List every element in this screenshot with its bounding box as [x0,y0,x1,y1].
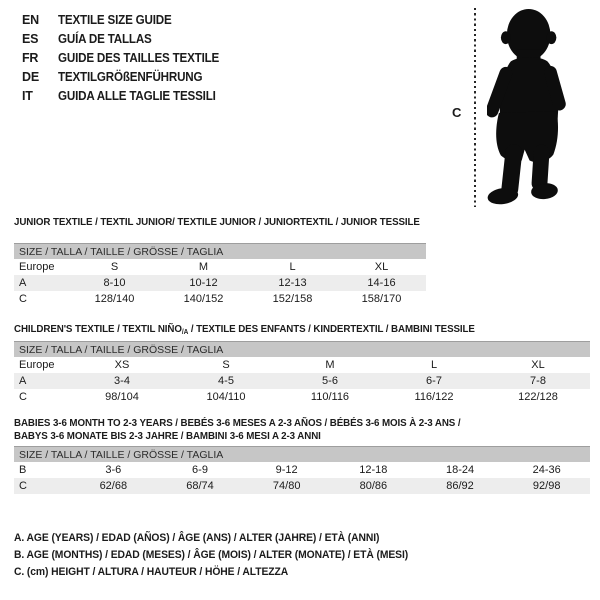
size-cell: 3-4 [114,375,130,387]
guide-title: TEXTILGRÖßENFÜHRUNG [58,70,203,84]
children-size-table [14,341,590,405]
size-cell: 104/110 [206,391,246,403]
size-cell: XL [531,359,545,371]
size-cell: 116/122 [414,391,454,403]
size-cell: 80/86 [359,480,388,492]
children-table-title [14,323,475,336]
children-title-subscript: /A [181,329,189,336]
size-cell: 12-18 [359,464,388,476]
guide-title: TEXTILE SIZE GUIDE [58,13,172,27]
row-label: A [19,375,27,387]
size-cell: L [289,261,296,273]
size-cell: 14-16 [367,277,396,289]
language-code: EN [22,13,39,27]
size-cell: 7-8 [530,375,546,387]
size-header-bar: SIZE / TALLA / TAILLE / GRÖSSE / TAGLIA [14,446,590,462]
table-row [14,462,590,478]
baby-silhouette-icon [487,4,596,207]
table-row [14,373,590,389]
size-cell: XL [374,261,389,273]
size-cell: M [198,261,209,273]
row-label: B [19,464,27,476]
size-cell: 62/68 [99,480,128,492]
size-cell: 74/80 [272,480,301,492]
table-row [14,389,590,405]
guide-title: GUÍA DE TALLAS [58,32,152,46]
babies-size-table [14,446,590,494]
size-cell: L [430,359,438,371]
size-cell: S [222,359,230,371]
size-cell: 5-6 [322,375,338,387]
junior-table-title: JUNIOR TEXTILE / TEXTIL JUNIOR/ TEXTILE JUNIOR / JUNIORTEXTIL / JUNIOR TESSILE [14,216,420,228]
size-cell: 3-6 [105,464,122,476]
size-header-bar: SIZE / TALLA / TAILLE / GRÖSSE / TAGLIA [14,243,426,259]
size-cell: 140/152 [183,293,224,305]
table-row [14,357,590,373]
row-label: Europe [19,359,55,371]
size-cell: 9-12 [275,464,298,476]
language-code: FR [22,51,39,65]
children-title-text: CHILDREN'S TEXTILE / TEXTIL NIÑO [14,323,182,335]
language-code: ES [22,32,39,46]
legend-line-b: B. AGE (MONTHS) / EDAD (MESES) / ÂGE (MOIS) / ALTER (MONATE) / ETÀ (MESI) [14,549,409,561]
guide-title: GUIDE DES TAILLES TEXTILE [58,51,220,65]
size-cell: 122/128 [518,391,558,403]
babies-table-title-line1: BABIES 3-6 MONTH TO 2-3 YEARS / BEBÉS 3-6 MESES A 2-3 AÑOS / BÉBÉS 3-6 MOIS À 2-3 ANS / [14,417,461,429]
size-cell: 6-7 [426,375,442,387]
size-cell: 24-36 [532,464,561,476]
height-dotted-line [474,8,476,207]
language-code: IT [22,89,33,103]
junior-size-table [14,243,426,307]
row-label: C [19,391,27,403]
size-cell: XS [114,359,130,371]
row-label: Europe [19,261,55,273]
size-cell: 128/140 [94,293,135,305]
language-code: DE [22,70,39,84]
size-cell: 158/170 [361,293,402,305]
height-marker-label: C [452,105,462,120]
row-label: C [19,293,27,305]
size-cell: 18-24 [445,464,475,476]
size-header-bar: SIZE / TALLA / TAILLE / GRÖSSE / TAGLIA [14,341,590,357]
legend-line-a: A. AGE (YEARS) / EDAD (AÑOS) / ÂGE (ANS) / ALTER (JAHRE) / ETÀ (ANNI) [14,532,380,544]
size-cell: 68/74 [186,480,214,492]
size-cell: 86/92 [446,480,474,492]
size-cell: 152/158 [272,293,313,305]
table-row [14,291,426,307]
size-cell: 8-10 [103,277,126,289]
size-cell: M [325,359,335,371]
table-row [14,478,590,494]
size-cell: 10-12 [189,277,218,289]
size-cell: 110/116 [310,391,350,403]
row-label: A [19,277,27,289]
size-cell: 12-13 [278,277,307,289]
legend-line-c: C. (cm) HEIGHT / ALTURA / HAUTEUR / HÖHE / ALTEZZA [14,566,289,578]
table-row [14,275,426,291]
guide-title: GUIDA ALLE TAGLIE TESSILI [58,89,216,103]
size-cell: 4-5 [218,375,234,387]
size-cell: 92/98 [532,480,561,492]
babies-table-title-line2: BABYS 3-6 MONATE BIS 2-3 JAHRE / BAMBINI 3-6 MESI A 2-3 ANNI [14,430,321,442]
size-cell: 98/104 [105,391,139,403]
row-label: C [19,480,27,492]
size-cell: 6-9 [192,464,208,476]
size-cell: S [110,261,119,273]
children-title-text: / TEXTILE DES ENFANTS / KINDERTEXTIL / BAMBINI TESSILE [188,323,475,335]
table-row [14,259,426,275]
